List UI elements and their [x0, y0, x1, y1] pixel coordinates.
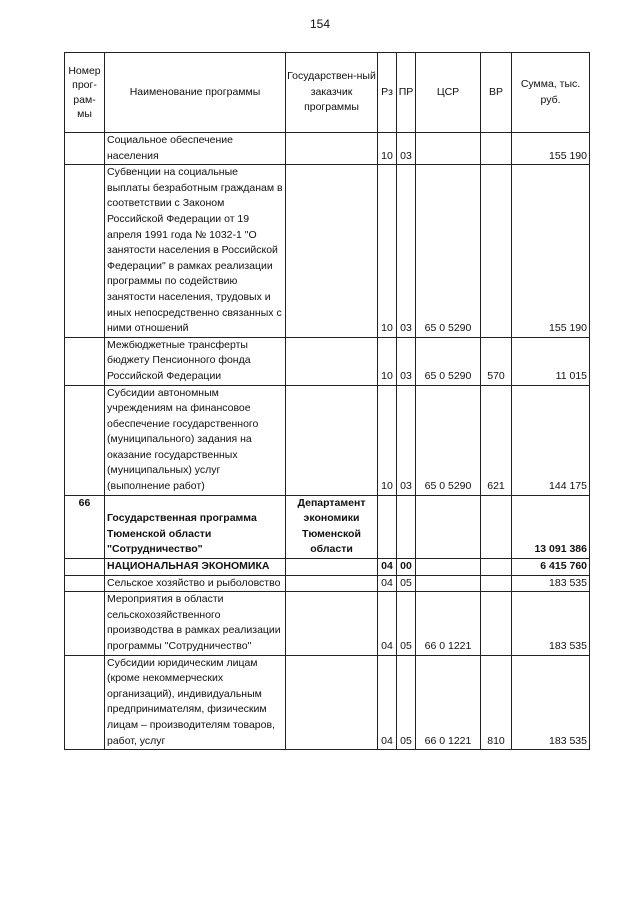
program-name-cell: Мероприятия в области сельскохозяйственного производства в рамках реализации программы "Сотрудничество" — [105, 592, 286, 655]
rz-cell: 10 — [378, 165, 397, 338]
pr-cell: 05 — [397, 575, 416, 592]
rz-cell: 04 — [378, 559, 397, 576]
header-csr: ЦСР — [416, 53, 481, 133]
program-number-cell — [65, 165, 105, 338]
page-number: 154 — [309, 17, 331, 31]
customer-cell — [286, 337, 378, 385]
header-program-name: Наименование программы — [105, 53, 286, 133]
table-row — [65, 385, 590, 495]
vr-cell — [481, 592, 512, 655]
sum-cell: 13 091 386 — [512, 495, 590, 558]
rz-cell: 10 — [378, 337, 397, 385]
table-header-row — [65, 53, 590, 133]
customer-cell: Департамент экономики Тюменской области — [286, 495, 378, 558]
csr-cell — [416, 133, 481, 165]
program-number-cell — [65, 655, 105, 750]
csr-cell — [416, 559, 481, 576]
program-name-cell: НАЦИОНАЛЬНАЯ ЭКОНОМИКА — [105, 559, 286, 576]
csr-cell: 65 0 5290 — [416, 337, 481, 385]
program-number-cell: 66 — [65, 495, 105, 558]
customer-cell — [286, 575, 378, 592]
table-row — [65, 337, 590, 385]
program-name-cell: Субсидии юридическим лицам (кроме некоммерческих организаций), индивидуальным предпринимателям, физическим лицам – производителям товаров, работ, услуг — [105, 655, 286, 750]
rz-cell: 10 — [378, 133, 397, 165]
vr-cell — [481, 495, 512, 558]
header-pr: ПР — [397, 53, 416, 133]
rz-cell: 04 — [378, 655, 397, 750]
pr-cell — [397, 495, 416, 558]
sum-cell: 183 535 — [512, 592, 590, 655]
program-number-cell — [65, 592, 105, 655]
csr-cell — [416, 575, 481, 592]
table-row — [65, 495, 590, 558]
rz-cell: 04 — [378, 592, 397, 655]
customer-cell — [286, 385, 378, 495]
table-row — [65, 592, 590, 655]
customer-cell — [286, 655, 378, 750]
budget-table — [64, 52, 590, 750]
vr-cell: 810 — [481, 655, 512, 750]
csr-cell: 66 0 1221 — [416, 655, 481, 750]
pr-cell: 03 — [397, 385, 416, 495]
csr-cell — [416, 495, 481, 558]
rz-cell — [378, 495, 397, 558]
customer-cell — [286, 165, 378, 338]
program-name-cell: Социальное обеспечение населения — [105, 133, 286, 165]
vr-cell — [481, 133, 512, 165]
table-row — [65, 655, 590, 750]
rz-cell: 04 — [378, 575, 397, 592]
csr-cell: 65 0 5290 — [416, 385, 481, 495]
sum-cell: 155 190 — [512, 133, 590, 165]
vr-cell — [481, 165, 512, 338]
csr-cell: 65 0 5290 — [416, 165, 481, 338]
vr-cell — [481, 559, 512, 576]
sum-cell: 11 015 — [512, 337, 590, 385]
header-customer: Государствен-ный заказчик программы — [286, 53, 378, 133]
table-row — [65, 575, 590, 592]
pr-cell: 00 — [397, 559, 416, 576]
table-row — [65, 559, 590, 576]
pr-cell: 03 — [397, 165, 416, 338]
sum-cell: 183 535 — [512, 575, 590, 592]
pr-cell: 03 — [397, 337, 416, 385]
table-row — [65, 165, 590, 338]
table-body — [65, 133, 590, 750]
rz-cell: 10 — [378, 385, 397, 495]
program-name-cell: Государственная программа Тюменской области "Сотрудничество" — [105, 495, 286, 558]
customer-cell — [286, 592, 378, 655]
vr-cell: 621 — [481, 385, 512, 495]
csr-cell: 66 0 1221 — [416, 592, 481, 655]
vr-cell — [481, 575, 512, 592]
sum-cell: 155 190 — [512, 165, 590, 338]
header-sum: Сумма, тыс. руб. — [512, 53, 590, 133]
program-number-cell — [65, 337, 105, 385]
sum-cell: 6 415 760 — [512, 559, 590, 576]
program-number-cell — [65, 575, 105, 592]
header-vr: ВР — [481, 53, 512, 133]
header-program-number: Номер прог-рам-мы — [65, 53, 105, 133]
program-number-cell — [65, 133, 105, 165]
sum-cell: 183 535 — [512, 655, 590, 750]
program-name-cell: Субвенции на социальные выплаты безработным гражданам в соответствии с Законом Российской Федерации от 19 апреля 1991 года № 1032-1 "О занятости населения в Российской Федерации" в рамках реализации программы по содействию занятости населения, трудовых и иных непосредственно связанных с ними отношений — [105, 165, 286, 338]
header-rz: Рз — [378, 53, 397, 133]
pr-cell: 05 — [397, 655, 416, 750]
table-row — [65, 133, 590, 165]
customer-cell — [286, 559, 378, 576]
program-name-cell: Межбюджетные трансферты бюджету Пенсионного фонда Российской Федерации — [105, 337, 286, 385]
customer-cell — [286, 133, 378, 165]
program-number-cell — [65, 559, 105, 576]
vr-cell: 570 — [481, 337, 512, 385]
pr-cell: 03 — [397, 133, 416, 165]
program-name-cell: Субсидии автономным учреждениям на финансовое обеспечение государственного (муниципального) задания на оказание государственных (муниципальных) услуг (выполнение работ) — [105, 385, 286, 495]
sum-cell: 144 175 — [512, 385, 590, 495]
pr-cell: 05 — [397, 592, 416, 655]
program-number-cell — [65, 385, 105, 495]
program-name-cell: Сельское хозяйство и рыболовство — [105, 575, 286, 592]
